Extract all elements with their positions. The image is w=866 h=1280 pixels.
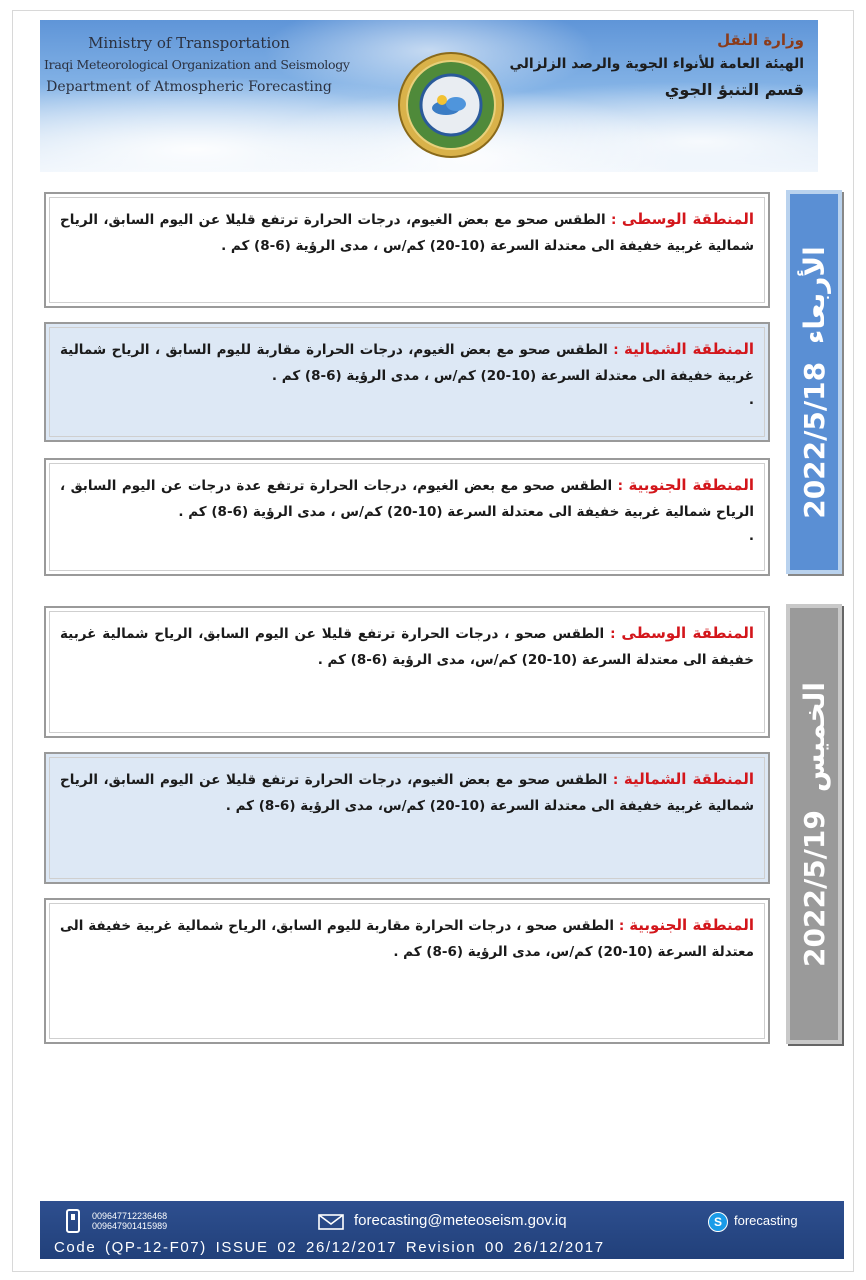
header-arabic [504,28,804,104]
region-name: المنطقة الجنوبية [628,476,754,494]
footer-bar [40,1201,844,1259]
date-value: 2022/5/18 [797,361,831,519]
email-link[interactable]: forecasting@meteoseism.gov.iq [354,1212,567,1229]
region-colon: : [617,478,624,494]
region-colon: : [613,342,619,358]
ministry-name-ar: وزارة النقل [717,31,804,49]
forecast-box-central-day1 [44,192,770,308]
date-label-day1 [798,246,831,519]
mail-icon [318,1214,344,1230]
region-colon: : [611,212,617,228]
forecast-box-southern-day1 [44,458,770,576]
department-name-ar: قسم التنبؤ الجوي [664,80,804,99]
forecast-box-northern-day1 [44,322,770,442]
ministry-name-en: Ministry of Transportation [88,34,290,52]
day-name: الخميس [797,681,831,792]
forecast-text: الطقس صحو مع بعض الغيوم، درجات الحرارة ترتفع عدة درجات عن اليوم السابق ، الرياح شمالية غربية خفيفة الى معتدلة السرعة (10-20) كم/س ، مدى الرؤية (6-8) كم . [60,478,754,520]
forecast-box-central-day2 [44,606,770,738]
date-value: 2022/5/19 [797,809,831,967]
region-colon: : [610,626,616,642]
trailing-dot: . [748,528,754,544]
date-tab-day2 [786,604,842,1044]
region-colon: : [612,772,619,788]
forecast-text: الطقس صحو مع بعض الغيوم، درجات الحرارة ترتفع قليلا عن اليوم السابق، الرياح شمالية غربية خفيفة الى معتدلة السرعة (10-20) كم/س ، مدى الرؤية (6-8) كم . [60,212,754,254]
header-banner [40,20,818,172]
phone-numbers [92,1211,167,1231]
date-tab-day1 [786,190,842,574]
skype-icon: S [708,1212,728,1232]
header-english [44,32,350,98]
forecast-box-northern-day2 [44,752,770,884]
organization-name-ar: الهيئة العامة للأنواء الجوية والرصد الزلزالي [509,56,804,72]
document-code-line: Code (QP-12-F07) ISSUE 02 26/12/2017 Revision 00 26/12/2017 [54,1239,605,1256]
date-label-day2 [798,682,831,967]
region-name: المنطقة الشمالية [624,340,755,358]
phone-number-2: 009647901415989 [92,1221,168,1231]
forecast-text: الطقس صحو ، درجات الحرارة مقاربة لليوم السابق، الرياح شمالية غربية خفيفة الى معتدلة السرعة (10-20) كم/س، مدى الرؤية (6-8) كم . [60,918,754,960]
forecast-box-southern-day2 [44,898,770,1044]
phone-number-1: 009647712236468 [92,1211,168,1221]
skype-handle[interactable]: forecasting [734,1213,798,1228]
forecast-text: الطقس صحو مع بعض الغيوم، درجات الحرارة مقاربة لليوم السابق ، الرياح شمالية غربية خفيفة الى معتدلة السرعة (10-20) كم/س ، مدى الرؤية (6-8) كم . [60,342,754,384]
region-name: المنطقة الشمالية [623,770,755,788]
region-colon: : [618,918,625,934]
meteorology-seal-icon [396,50,506,160]
region-name: المنطقة الجنوبية [629,916,755,934]
forecast-text: الطقس صحو مع بعض الغيوم، درجات الحرارة ترتفع قليلا عن اليوم السابق، الرياح شمالية غربية خفيفة الى معتدلة السرعة (10-20) كم/س، مدى الرؤية (6-8) كم . [60,772,754,814]
forecast-text: الطقس صحو ، درجات الحرارة ترتفع قليلا عن اليوم السابق، الرياح شمالية غربية خفيفة الى معتدلة السرعة (10-20) كم/س، مدى الرؤية (6-8) كم . [60,626,754,668]
day-name: الأربعاء [797,245,831,344]
trailing-dot: . [748,392,754,408]
region-name: المنطقة الوسطى [621,624,755,642]
region-name: المنطقة الوسطى [621,210,755,228]
department-name-en: Department of Atmospheric Forecasting [46,79,332,95]
organization-name-en: Iraqi Meteorological Organization and Seismology [44,57,350,72]
phone-icon [66,1209,80,1233]
